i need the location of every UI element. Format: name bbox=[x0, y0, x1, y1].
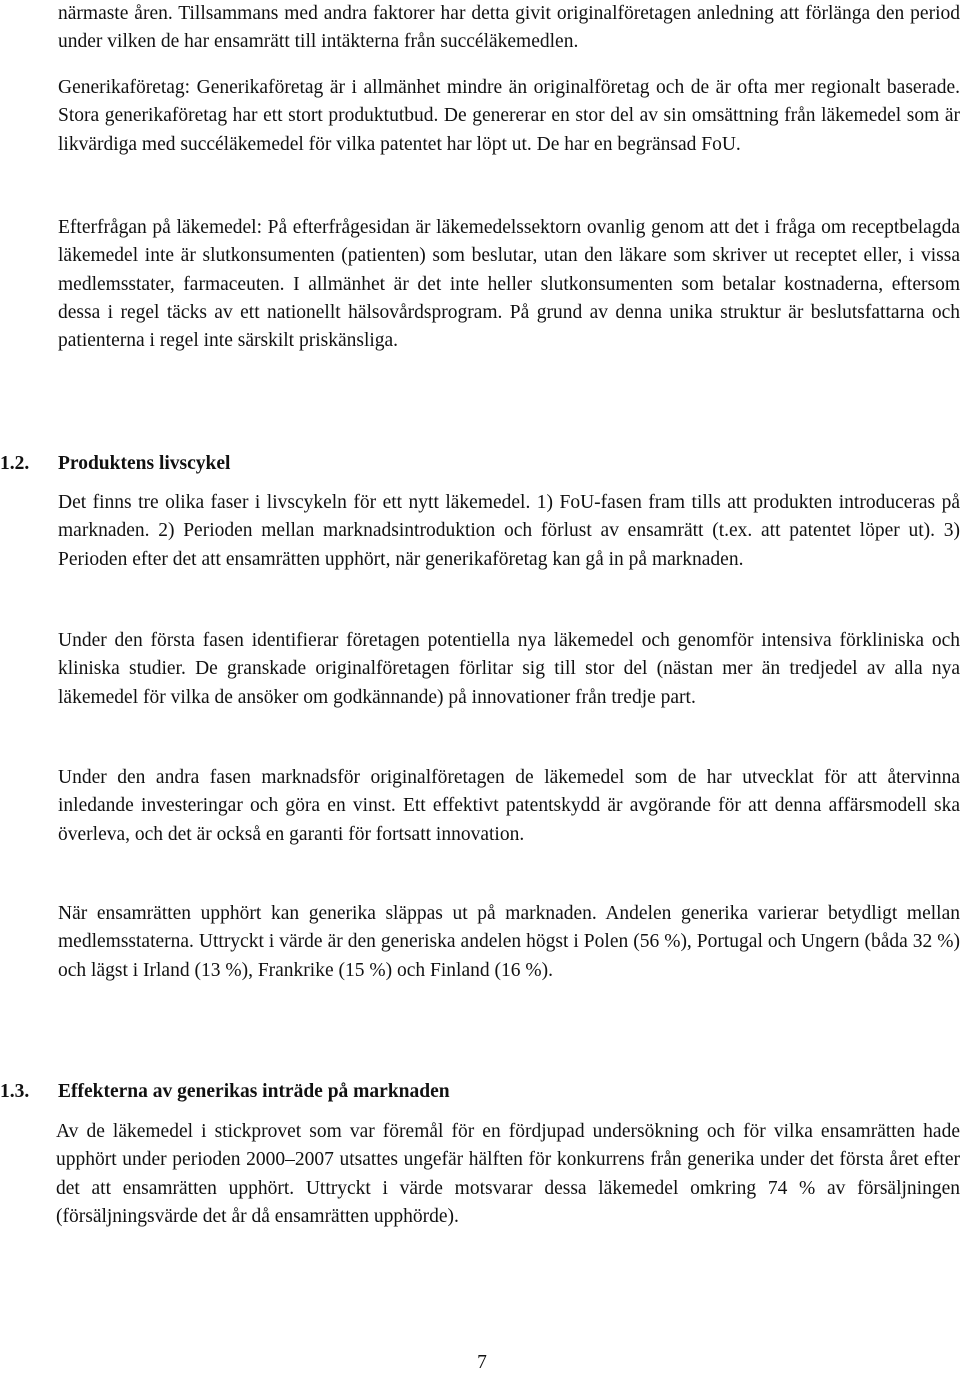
paragraph-generic-effects: Av de läkemedel i stickprovet som var föremål för en fördjupad undersökning och för vilka ensamrätten hade upphört under perioden 2000–2007 utsattes ungefär hälften för konkurrens från generika under det första året efter det att ensamrätten upphört. Uttryckt i värde motsvarar dessa läkemedel omkring 74 % av försäljningen (försäljningsvärde det år då ensamrätten upphörde). bbox=[56, 1121, 960, 1227]
page-number: 7 bbox=[477, 1352, 487, 1373]
paragraph-second-phase: Under den andra fasen marknadsför originalföretagen de läkemedel som de har utvecklat för att återvinna inledande investeringar och göra en vinst. Ett effektivt patentskydd är avgörande för att denna affärsmodell ska överleva, och det är också en garanti för fortsatt innovation. bbox=[58, 767, 960, 845]
section-title: Produktens livscykel bbox=[58, 453, 231, 474]
paragraph-first-phase: Under den första fasen identifierar företagen potentiella nya läkemedel och genomför intensiva förkliniska och kliniska studier. De granskade originalföretagen förlitar sig till stor del (nästan mer än tredjedel av alla nya läkemedel för vilka de ansöker om godkännande) på innovationer från tredje part. bbox=[58, 630, 960, 708]
paragraph-demand: Efterfrågan på läkemedel: På efterfrågesidan är läkemedelssektorn ovanlig genom att det i fråga om receptbelagda läkemedel inte är slutkonsumenten (patienten) som beslutar, utan den läkare som skriver ut receptet eller, i vissa medlemsstater, farmaceuten. I allmänhet är det inte heller slutkonsumenten som betalar kostnaderna, eftersom dessa i regel täcks av ett nationellt hälsovårdsprogram. På grund av denna unika struktur är beslutsfattarna och patienterna i regel inte särskilt priskänsliga. bbox=[58, 217, 960, 352]
section-number: 1.2. bbox=[0, 453, 30, 474]
paragraph-intro-continuation: närmaste åren. Tillsammans med andra faktorer har detta givit originalföretagen anledning att förlänga den period under vilken de har ensamrätt till intäkterna från succéläkemedlen. bbox=[58, 3, 960, 53]
paragraph-lifecycle-phases: Det finns tre olika faser i livscykeln för ett nytt läkemedel. 1) FoU-fasen fram tills att produkten introduceras på marknaden. 2) Perioden mellan marknadsintroduktion och förlust av ensamrätt (t.ex. att patentet löper ut). 3) Perioden efter det att ensamrätten upphört, när generikaföretag kan gå in på marknaden. bbox=[58, 492, 960, 570]
paragraph-generic-entry: När ensamrätten upphört kan generika släppas ut på marknaden. Andelen generika varierar betydligt mellan medlemsstaterna. Uttryckt i värde är den generiska andelen högst i Polen (56 %), Portugal och Ungern (båda 32 %) och lägst i Irland (13 %), Frankrike (15 %) och Finland (16 %). bbox=[58, 903, 960, 981]
section-number: 1.3. bbox=[0, 1081, 30, 1102]
paragraph-generic-companies: Generikaföretag: Generikaföretag är i allmänhet mindre än originalföretag och de är ofta mer regionalt baserade. Stora generikaföretag har ett stort produktutbud. De genererar en stor del av sin omsättning från läkemedel som är likvärdiga med succéläkemedel för vilka patentet har löpt ut. De har en begränsad FoU. bbox=[58, 77, 960, 155]
section-title: Effekterna av generikas inträde på marknaden bbox=[58, 1081, 450, 1102]
